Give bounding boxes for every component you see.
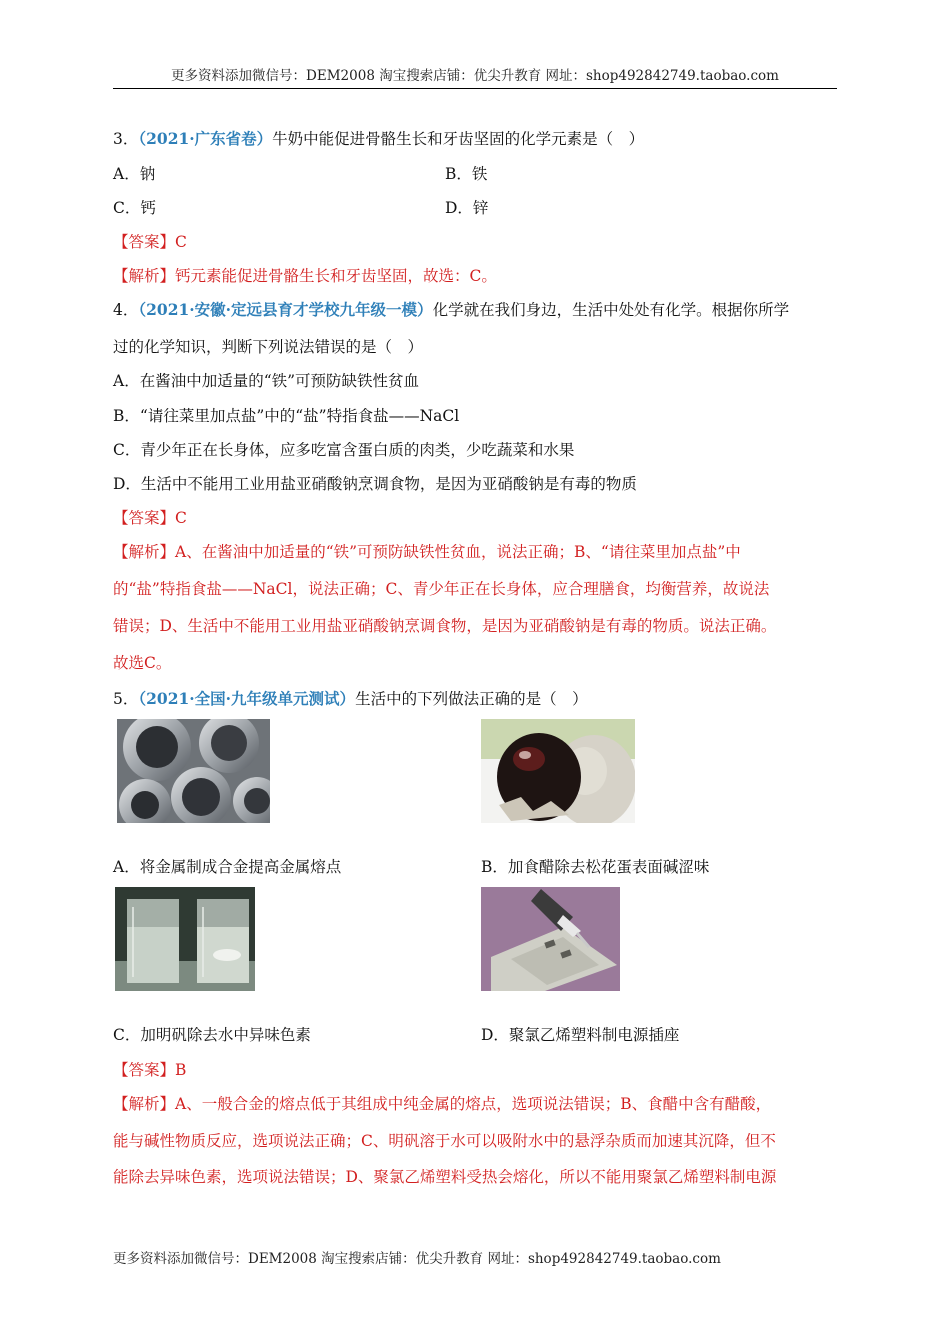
question-source: （2021·安徽·定远县育才学校九年级一模） [138,300,433,319]
option-c: C．钙 [113,199,156,217]
analysis-line: 能与碱性物质反应，选项说法正确；C、明矾溶于水可以吸附水中的悬浮杂质而加速其沉降，但不 [113,1132,776,1150]
question-number: 3． [113,130,139,148]
question-number: 5． [113,690,139,708]
option-a: A．在酱油中加适量的“铁”可预防缺铁性贫血 [113,372,420,390]
option-d: D．生活中不能用工业用盐亚硝酸钠烹调食物，是因为亚硝酸钠是有毒的物质 [113,475,637,493]
option-a: A．钠 [113,165,156,183]
power-socket-image [481,887,620,991]
question-text-cont: 过的化学知识，判断下列说法错误的是（ ） [113,338,424,356]
option-b: B．铁 [445,165,488,183]
analysis-line: 【解析】A、一般合金的熔点低于其组成中纯金属的熔点，选项说法错误；B、食醋中含有醋酸， [113,1095,772,1113]
question-4-stem [113,298,789,320]
metal-pipes-image [117,719,270,823]
question-source: （2021·全国·九年级单元测试） [138,689,356,708]
analysis-line: 【解析】A、在酱油中加适量的“铁”可预防缺铁性贫血，说法正确；B、“请往菜里加点盐”中 [113,543,741,561]
analysis: 【解析】钙元素能促进骨骼生长和牙齿坚固，故选：C。 [113,267,497,285]
analysis-line: 的“盐”特指食盐——NaCl，说法正确；C、青少年正在长身体，应合理膳食，均衡营养，故说法 [113,580,770,598]
analysis-line: 错误；D、生活中不能用工业用盐亚硝酸钠烹调食物，是因为亚硝酸钠是有毒的物质。说法正确。 [113,617,777,635]
question-text: 化学就在我们身边，生活中处处有化学。根据你所学 [432,301,790,319]
answer: 【答案】C [113,509,187,527]
preserved-egg-image [481,719,635,823]
page-footer: 更多资料添加微信号：DEM2008 淘宝搜索店铺：优尖升教育 网址：shop492842749.taobao.com [113,1251,721,1267]
question-3-stem [113,127,644,149]
analysis-line: 能除去异味色素，选项说法错误；D、聚氯乙烯塑料受热会熔化，所以不能用聚氯乙烯塑料制电源 [113,1168,777,1186]
option-c: C．加明矾除去水中异味色素 [113,1026,311,1044]
option-d: D．锌 [445,199,489,217]
question-source: （2021·广东省卷） [138,129,273,148]
page-header: 更多资料添加微信号：DEM2008 淘宝搜索店铺：优尖升教育 网址：shop492842749.taobao.com [113,64,837,89]
answer: 【答案】C [113,233,187,251]
beakers-image [115,887,255,991]
question-number: 4． [113,301,139,319]
option-b: B．加食醋除去松花蛋表面碱涩味 [481,858,710,876]
question-text: 牛奶中能促进骨骼生长和牙齿坚固的化学元素是（ ） [272,130,645,148]
question-5-stem [113,687,588,709]
analysis-line: 故选C。 [113,654,172,672]
option-b: B．“请往菜里加点盐”中的“盐”特指食盐——NaCl [113,407,460,425]
option-a: A．将金属制成合金提高金属熔点 [113,858,342,876]
answer: 【答案】B [113,1061,187,1079]
option-d: D．聚氯乙烯塑料制电源插座 [481,1026,680,1044]
question-text: 生活中的下列做法正确的是（ ） [355,690,588,708]
option-c: C．青少年正在长身体，应多吃富含蛋白质的肉类，少吃蔬菜和水果 [113,441,575,459]
